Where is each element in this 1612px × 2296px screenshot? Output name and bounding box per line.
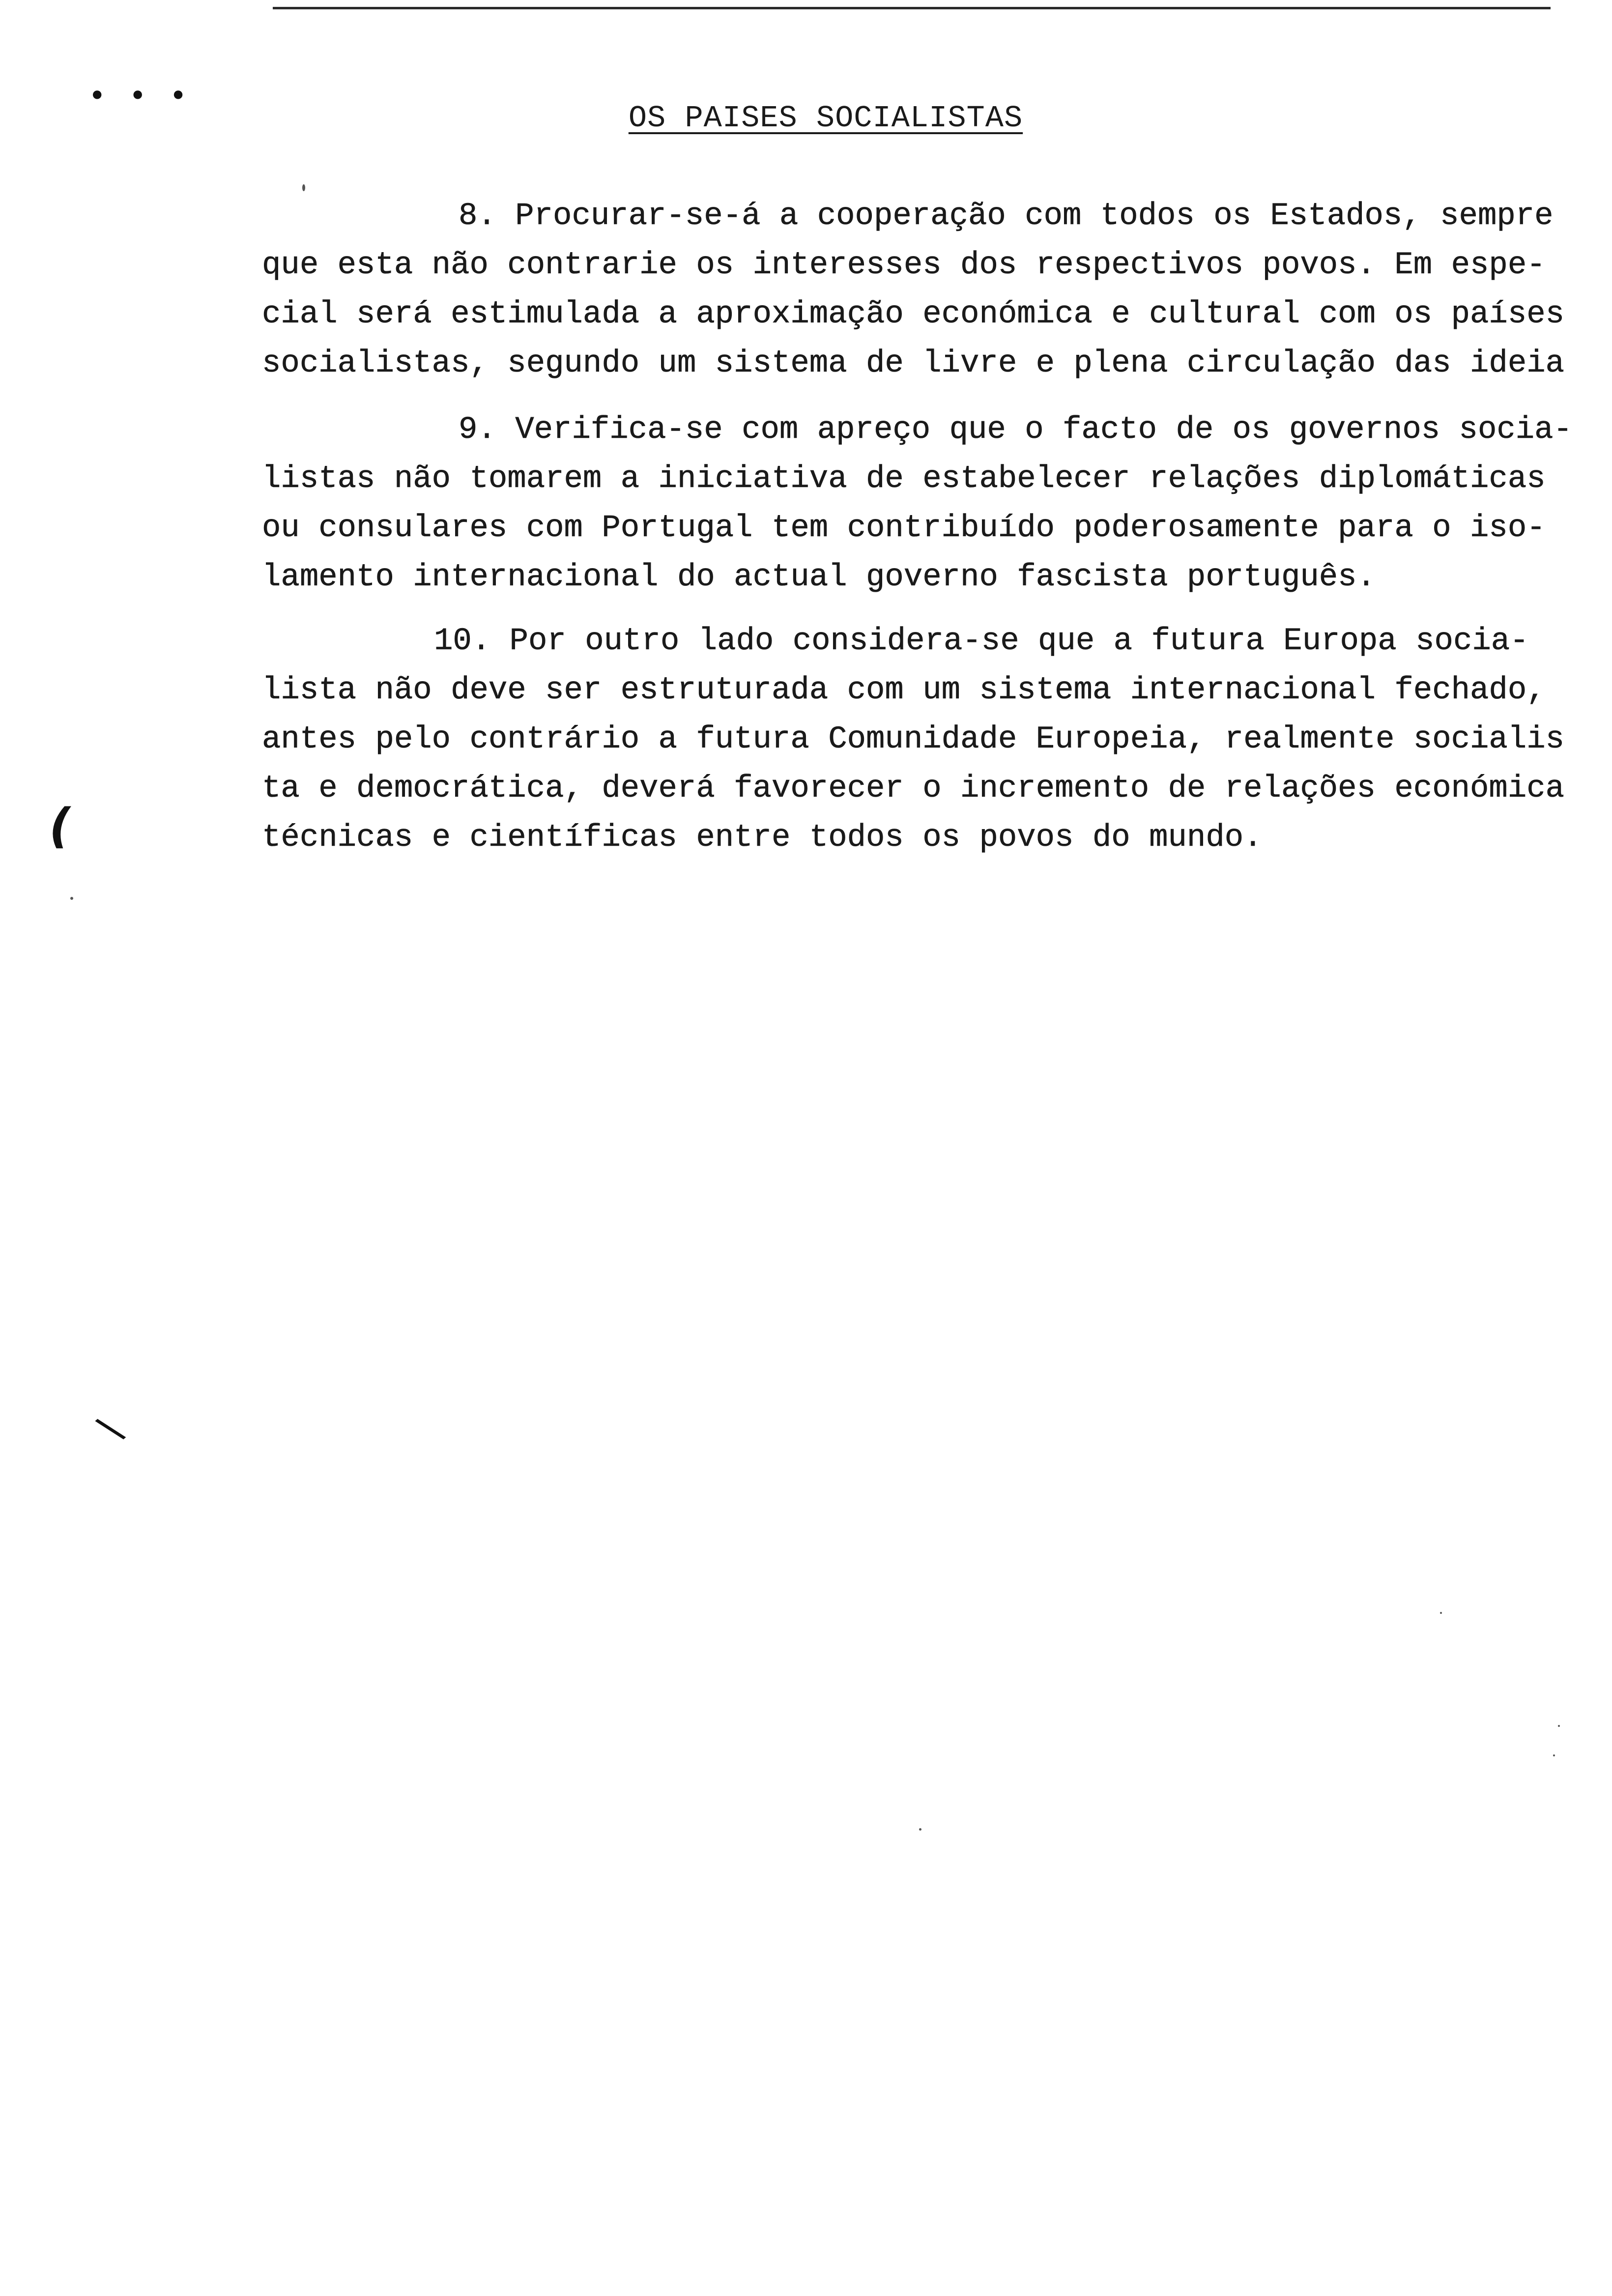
document-title: OS PAISES SOCIALISTAS <box>628 101 1023 136</box>
scan-speck <box>919 1828 921 1831</box>
paragraph-line: ta e democrática, deverá favorecer o incremento de relações económica <box>262 771 1565 806</box>
scan-speck <box>302 184 305 191</box>
paragraph-line: cial será estimulada a aproximação económica e cultural com os países <box>262 297 1565 332</box>
scan-speck <box>1440 1612 1442 1614</box>
top-rule-divider <box>273 7 1551 9</box>
paragraph-8 <box>262 192 1609 388</box>
paragraph-line: lista não deve ser estruturada com um sistema internacional fechado, <box>262 673 1546 708</box>
paragraph-line: socialistas, segundo um sistema de livre e plena circulação das ideia <box>262 346 1565 381</box>
paragraph-line: antes pelo contrário a futura Comunidade Europeia, realmente socialis <box>262 722 1565 757</box>
paragraph-10 <box>262 617 1609 862</box>
paragraph-9 <box>262 405 1609 602</box>
margin-pen-mark: ( <box>49 799 71 854</box>
paragraph-line: ou consulares com Portugal tem contribuído poderosamente para o iso- <box>262 511 1546 546</box>
scan-speck <box>70 897 73 900</box>
scan-speck-marks: • • • <box>88 79 194 113</box>
paragraph-line: listas não tomarem a iniciativa de estabelecer relações diplomáticas <box>262 461 1546 497</box>
paragraph-line: 9. Verifica-se com apreço que o facto de os governos socia- <box>459 412 1572 448</box>
margin-tick-mark: \ <box>90 1406 130 1450</box>
paragraph-line: lamento internacional do actual governo fascista português. <box>262 560 1376 595</box>
paragraph-line: 8. Procurar-se-á a cooperação com todos os Estados, sempre <box>459 199 1554 234</box>
scan-speck <box>1553 1754 1555 1756</box>
scan-speck <box>1558 1725 1560 1727</box>
paragraph-line: 10. Por outro lado considera-se que a futura Europa socia- <box>434 624 1529 659</box>
paragraph-line: que esta não contrarie os interesses dos respectivos povos. Em espe- <box>262 248 1546 283</box>
paragraph-line: técnicas e científicas entre todos os povos do mundo. <box>262 820 1263 856</box>
